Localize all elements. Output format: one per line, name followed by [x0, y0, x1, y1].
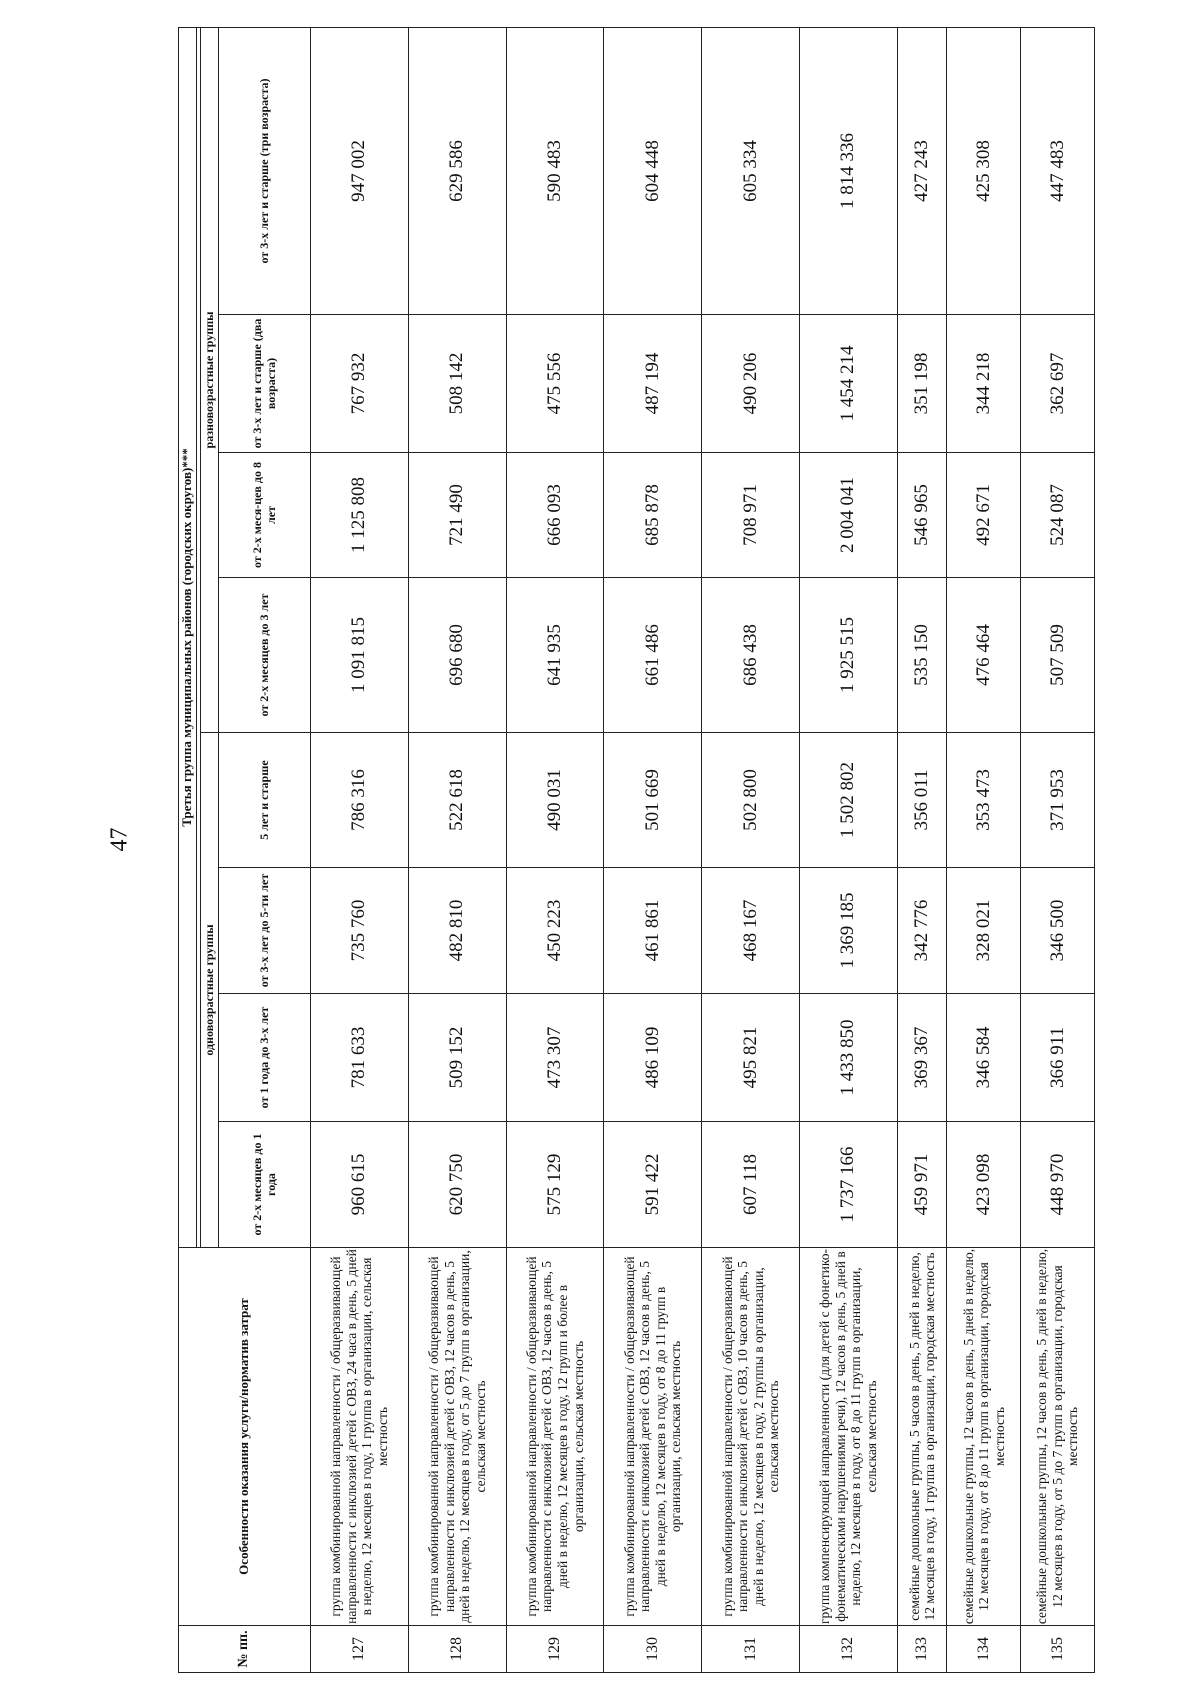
value-cell: 344 218	[947, 315, 1021, 453]
value-cell: 604 448	[604, 27, 702, 314]
value-cell: 482 810	[408, 868, 506, 994]
header-col-3: от 3-х лет до 5-ти лет	[219, 868, 311, 994]
header-col-8: от 3-х лет и старше (три возраста)	[219, 27, 311, 314]
value-cell: 501 669	[604, 733, 702, 868]
row-number: 133	[897, 1626, 947, 1673]
row-number: 135	[1021, 1626, 1095, 1673]
row-description: группа комбинированной направленности / общеразвивающей направленности с инклюзией детей с ОВЗ, 12 часов в день, 5 дней в неделю, 12 месяцев в году, 12 групп и более в организации, сельская местность	[506, 1248, 604, 1626]
row-number: 130	[604, 1626, 702, 1673]
table-row	[1021, 27, 1095, 1672]
value-cell: 450 223	[506, 868, 604, 994]
value-cell: 356 011	[897, 733, 947, 868]
value-cell: 1 925 515	[799, 578, 897, 733]
header-description: Особенности оказания услуги/норматив затрат	[179, 1248, 311, 1626]
table-row	[408, 27, 506, 1672]
header-col-1: от 2-х месяцев до 1 года	[219, 1122, 311, 1248]
value-cell: 735 760	[311, 868, 409, 994]
value-cell: 1 737 166	[799, 1122, 897, 1248]
row-description: группа комбинированной направленности / общеразвивающей направленности с инклюзией детей с ОВЗ, 10 часов в день, 5 дней в неделю, 12 месяцев в году, 2 группы в организации, сельская местность	[702, 1248, 800, 1626]
table-row	[947, 27, 1021, 1672]
value-cell: 508 142	[408, 315, 506, 453]
value-cell: 502 800	[702, 733, 800, 868]
value-cell: 686 438	[702, 578, 800, 733]
row-number: 129	[506, 1626, 604, 1673]
value-cell: 369 367	[897, 994, 947, 1122]
value-cell: 629 586	[408, 27, 506, 314]
value-cell: 1 125 808	[311, 453, 409, 578]
page-number: 47	[106, 827, 133, 852]
header-col-2: от 1 года до 3-х лет	[219, 994, 311, 1122]
row-number: 132	[799, 1626, 897, 1673]
value-cell: 661 486	[604, 578, 702, 733]
value-cell: 620 750	[408, 1122, 506, 1248]
row-number: 128	[408, 1626, 506, 1673]
value-cell: 346 500	[1021, 868, 1095, 994]
row-number: 134	[947, 1626, 1021, 1673]
value-cell: 786 316	[311, 733, 409, 868]
row-description: группа компенсирующей направленности (для детей с фонетико-фонематическими нарушениями речи), 12 часов в день, 5 дней в неделю, 12 месяцев в году, от 8 до 11 групп в организации, сельская местность	[799, 1248, 897, 1626]
value-cell: 535 150	[897, 578, 947, 733]
value-cell: 641 935	[506, 578, 604, 733]
value-cell: 487 194	[604, 315, 702, 453]
value-cell: 781 633	[311, 994, 409, 1122]
value-cell: 1 091 815	[311, 578, 409, 733]
value-cell: 371 953	[1021, 733, 1095, 868]
value-cell: 721 490	[408, 453, 506, 578]
value-cell: 346 584	[947, 994, 1021, 1122]
value-cell: 960 615	[311, 1122, 409, 1248]
value-cell: 473 307	[506, 994, 604, 1122]
value-cell: 666 093	[506, 453, 604, 578]
value-cell: 1 454 214	[799, 315, 897, 453]
header-col-5: от 2-х месяцев до 3 лет	[219, 578, 311, 733]
value-cell: 328 021	[947, 868, 1021, 994]
value-cell: 468 167	[702, 868, 800, 994]
table-row	[897, 27, 947, 1672]
value-cell: 447 483	[1021, 27, 1095, 314]
value-cell: 708 971	[702, 453, 800, 578]
value-cell: 427 243	[897, 27, 947, 314]
value-cell: 459 971	[897, 1122, 947, 1248]
value-cell: 423 098	[947, 1122, 1021, 1248]
value-cell: 590 483	[506, 27, 604, 314]
value-cell: 1 814 336	[799, 27, 897, 314]
row-description: группа комбинированной направленности / общеразвивающей направленности с инклюзией детей с ОВЗ, 12 часов в день, 5 дней в неделю, 12 месяцев в году, от 8 до 11 групп в организации, сельская местность	[604, 1248, 702, 1626]
table-row	[604, 27, 702, 1672]
header-mixed-age: разновозрастные группы	[201, 27, 219, 732]
value-cell: 546 965	[897, 453, 947, 578]
row-description: семейные дошкольные группы, 5 часов в день, 5 дней в неделю, 12 месяцев в году, 1 группа в организации, городская местность	[897, 1248, 947, 1626]
value-cell: 486 109	[604, 994, 702, 1122]
value-cell: 353 473	[947, 733, 1021, 868]
rotated-table-container	[178, 28, 1095, 1673]
value-cell: 362 697	[1021, 315, 1095, 453]
table-row	[799, 27, 897, 1672]
value-cell: 475 556	[506, 315, 604, 453]
header-single-age: одновозрастные группы	[201, 733, 219, 1248]
value-cell: 461 861	[604, 868, 702, 994]
row-number: 127	[311, 1626, 409, 1673]
row-description: группа комбинированной направленности / общеразвивающей направленности с инклюзией детей с ОВЗ, 24 часа в день, 5 дней в неделю, 12 месяцев в году, 1 группа в организации, сельская местность	[311, 1248, 409, 1626]
value-cell: 1 433 850	[799, 994, 897, 1122]
value-cell: 490 031	[506, 733, 604, 868]
value-cell: 605 334	[702, 27, 800, 314]
value-cell: 591 422	[604, 1122, 702, 1248]
header-col-4: 5 лет и старше	[219, 733, 311, 868]
header-col-6: от 2-х меся-цев до 8 лет	[219, 453, 311, 578]
value-cell: 366 911	[1021, 994, 1095, 1122]
value-cell: 685 878	[604, 453, 702, 578]
cost-norms-table	[178, 27, 1095, 1673]
value-cell: 767 932	[311, 315, 409, 453]
value-cell: 1 369 185	[799, 868, 897, 994]
value-cell: 476 464	[947, 578, 1021, 733]
value-cell: 492 671	[947, 453, 1021, 578]
header-col-7: от 3-х лет и старше (два возраста)	[219, 315, 311, 453]
table-row	[506, 27, 604, 1672]
value-cell: 575 129	[506, 1122, 604, 1248]
value-cell: 490 206	[702, 315, 800, 453]
value-cell: 696 680	[408, 578, 506, 733]
value-cell: 509 152	[408, 994, 506, 1122]
value-cell: 495 821	[702, 994, 800, 1122]
row-description: семейные дошкольные группы, 12 часов в день, 5 дней в неделю, 12 месяцев в году, от 8 до 11 групп в организации, городская местность	[947, 1248, 1021, 1626]
value-cell: 507 509	[1021, 578, 1095, 733]
value-cell: 1 502 802	[799, 733, 897, 868]
row-description: семейные дошкольные группы, 12 часов в день, 5 дней в неделю, 12 месяцев в году, от 5 до 7 групп в организации, городская местность	[1021, 1248, 1095, 1626]
value-cell: 351 198	[897, 315, 947, 453]
row-number: 131	[702, 1626, 800, 1673]
value-cell: 425 308	[947, 27, 1021, 314]
header-num: № пп.	[179, 1626, 311, 1673]
table-row	[702, 27, 800, 1672]
row-description: группа комбинированной направленности / общеразвивающей направленности с инклюзией детей с ОВЗ, 12 часов в день, 5 дней в неделю, 12 месяцев в году, от 5 до 7 групп в организации, сельская местность	[408, 1248, 506, 1626]
value-cell: 947 002	[311, 27, 409, 314]
value-cell: 522 618	[408, 733, 506, 868]
table-row	[311, 27, 409, 1672]
value-cell: 607 118	[702, 1122, 800, 1248]
value-cell: 448 970	[1021, 1122, 1095, 1248]
value-cell: 2 004 041	[799, 453, 897, 578]
value-cell: 342 776	[897, 868, 947, 994]
value-cell: 524 087	[1021, 453, 1095, 578]
header-group-title: Третья группа муниципальных районов (городских округов)***	[179, 27, 197, 1247]
